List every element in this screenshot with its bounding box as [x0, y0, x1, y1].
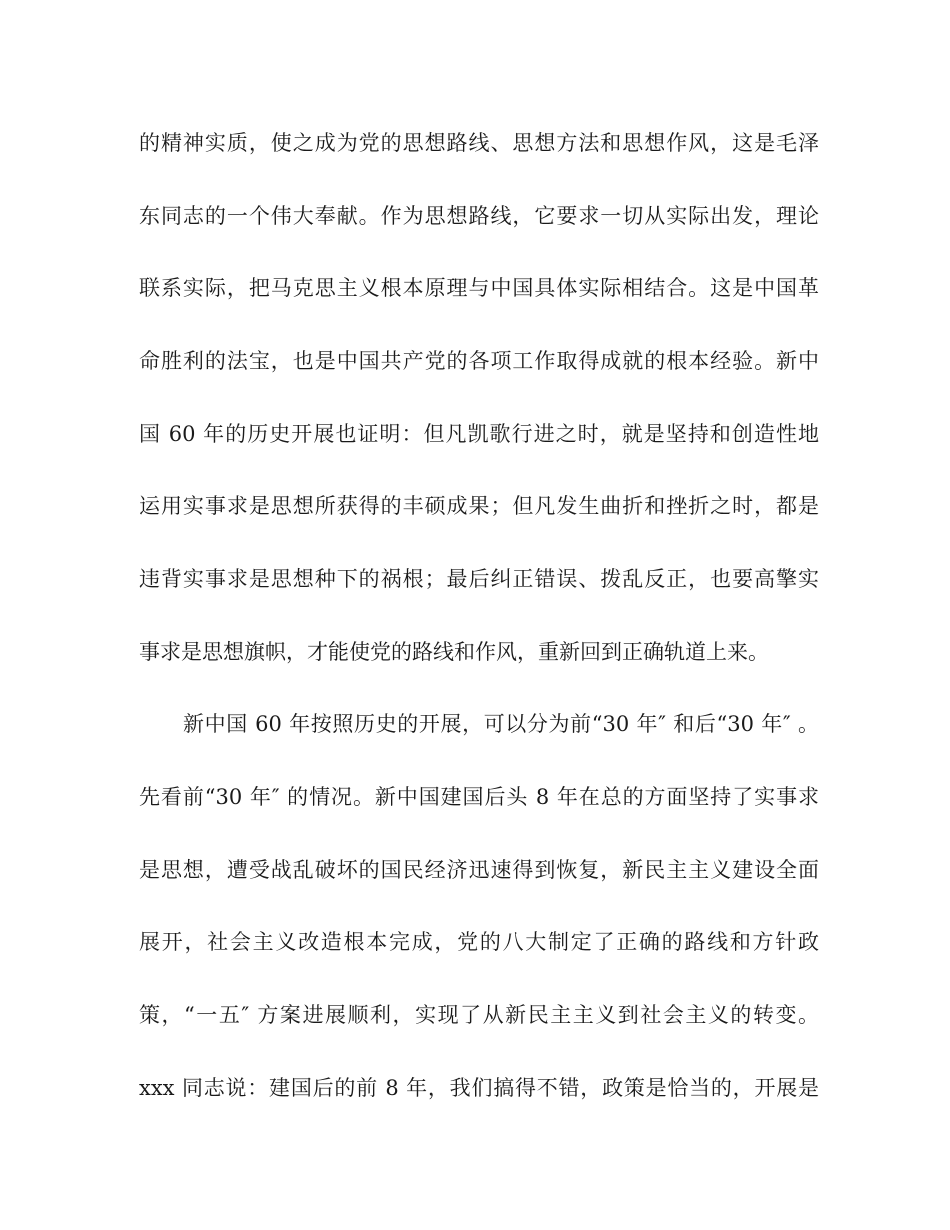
text-line: 策，“一五″ 方案进展顺利，实现了从新民主主义到社会主义的转变。 [139, 1003, 819, 1027]
text-line: 命胜利的法宝，也是中国共产党的各项工作取得成就的根本经验。新中 [139, 349, 819, 373]
text-line: 违背实事求是思想种下的祸根；最后纠正错误、拨乱反正，也要高擎实 [139, 567, 819, 591]
text-line: 事求是思想旗帜，才能使党的路线和作风，重新回到正确轨道上来。 [139, 640, 769, 664]
text-line: 运用实事求是思想所获得的丰硕成果；但凡发生曲折和挫折之时，都是 [139, 494, 819, 518]
text-line: xxx 同志说：建国后的前 8 年，我们搞得不错，政策是恰当的，开展是 [139, 1076, 819, 1100]
text-line: 国 60 年的历史开展也证明：但凡凯歌行进之时，就是坚持和创造性地 [139, 422, 819, 446]
text-line: 的精神实质，使之成为党的思想路线、思想方法和思想作风，这是毛泽 [139, 131, 819, 155]
text-line: 先看前“30 年″ 的情况。新中国建国后头 8 年在总的方面坚持了实事求 [139, 785, 819, 809]
text-line: 联系实际，把马克思主义根本原理与中国具体实际相结合。这是中国革 [139, 276, 819, 300]
text-line: 是思想，遭受战乱破坏的国民经济迅速得到恢复，新民主主义建设全面 [139, 858, 819, 882]
text-line: 东同志的一个伟大奉献。作为思想路线，它要求一切从实际出发，理论 [139, 204, 819, 228]
text-line: 展开，社会主义改造根本完成，党的八大制定了正确的路线和方针政 [139, 930, 819, 954]
paragraph-first-line: 新中国 60 年按照历史的开展，可以分为前“30 年″ 和后“30 年″ 。 [183, 712, 819, 736]
